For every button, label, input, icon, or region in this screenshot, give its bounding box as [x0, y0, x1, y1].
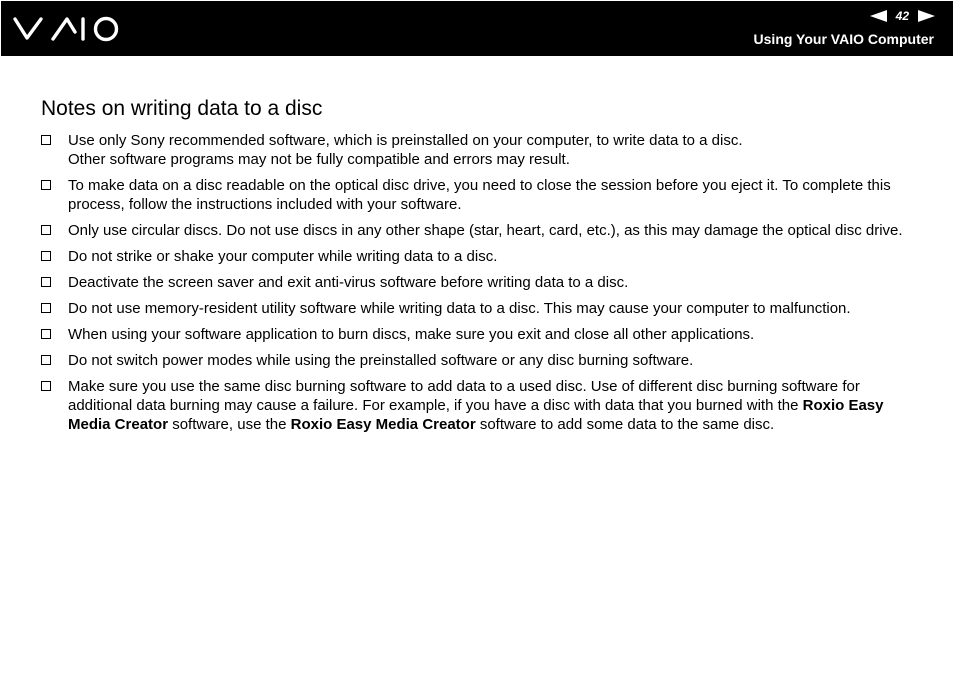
page-title: Notes on writing data to a disc	[41, 97, 323, 120]
note-text-part: software to add some data to the same disc.	[475, 416, 775, 433]
list-item	[41, 299, 921, 318]
page-number: 42	[895, 9, 909, 23]
note-text: To make data on a disc readable on the optical disc drive, you need to close the session before you eject it. To complete this process, follow the instructions included with your software.	[68, 177, 891, 213]
checkbox-bullet-icon	[41, 329, 51, 339]
vaio-logo	[13, 16, 121, 42]
note-text: Do not strike or shake your computer while writing data to a disc.	[68, 248, 498, 265]
list-item	[41, 273, 921, 292]
checkbox-bullet-icon	[41, 381, 51, 391]
section-title: Using Your VAIO Computer	[753, 31, 934, 47]
checkbox-bullet-icon	[41, 277, 51, 287]
checkbox-bullet-icon	[41, 303, 51, 313]
note-text-part: Make sure you use the same disc burning software to add data to a used disc. Use of different disc burning software for additional data burning may cause a failure. For example, if you have a disc with data that you burned with the	[68, 378, 860, 414]
product-name: Roxio Easy Media Creator	[68, 397, 884, 433]
note-text: Use only Sony recommended software, which is preinstalled on your computer, to write data to a disc.	[68, 132, 743, 149]
checkbox-bullet-icon	[41, 355, 51, 365]
note-text: When using your software application to burn discs, make sure you exit and close all other applications.	[68, 326, 755, 343]
page-navigation	[870, 8, 935, 24]
note-text-part: software, use the	[168, 416, 291, 433]
triangle-right-icon[interactable]	[918, 10, 935, 22]
note-text: Only use circular discs. Do not use discs in any other shape (star, heart, card, etc.), as this may damage the optical disc drive.	[68, 222, 903, 239]
checkbox-bullet-icon	[41, 135, 51, 145]
note-text: Other software programs may not be fully compatible and errors may result.	[68, 151, 570, 168]
checkbox-bullet-icon	[41, 251, 51, 261]
list-item	[41, 377, 921, 434]
list-item	[41, 247, 921, 266]
list-item	[41, 176, 921, 214]
checkbox-bullet-icon	[41, 180, 51, 190]
note-text: Deactivate the screen saver and exit anti-virus software before writing data to a disc.	[68, 274, 629, 291]
notes-list	[41, 131, 921, 441]
checkbox-bullet-icon	[41, 225, 51, 235]
list-item	[41, 221, 921, 240]
list-item	[41, 325, 921, 344]
note-text: Do not switch power modes while using the preinstalled software or any disc burning software.	[68, 352, 694, 369]
triangle-left-icon[interactable]	[870, 10, 887, 22]
note-text: Do not use memory-resident utility software while writing data to a disc. This may cause your computer to malfunction.	[68, 300, 851, 317]
note-text	[68, 378, 883, 433]
list-item	[41, 131, 921, 169]
list-item	[41, 351, 921, 370]
page-header	[1, 1, 953, 56]
product-name: Roxio Easy Media Creator	[290, 416, 476, 433]
